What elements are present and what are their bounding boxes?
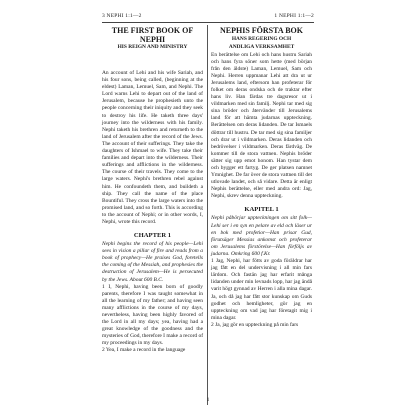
swedish-chapter-summary: Nephi påbörjar uppteckningen om sitt folk—Lehi ser i en syn en pelare av eld och läser ur en bok med profetior—Han prisar Gud, förutsäger Messias ankomst och profeterar om Jerusalems förstörelse—Han förföljs av judarna. Omkring 600 f.Kr.	[211, 215, 312, 257]
column-divider	[207, 25, 208, 405]
running-header-left: 3 NEPHI 1:1—2	[102, 13, 142, 19]
header-rule	[102, 22, 314, 23]
swedish-column	[211, 27, 312, 329]
page-number: 1	[206, 397, 210, 403]
english-verse-1: 1 I, Nephi, having been born of goodly parents, therefore I was taught somewhat in all the learning of my father; and having seen many afflictions in the course of my days, nevertheless, having been highly favored of the Lord in all my days; yea, having had a great knowledge of the goodness and the mysteries of God, therefore I make a record of my proceedings in my days.	[102, 283, 204, 347]
swedish-chapter-heading: KAPITEL 1	[244, 206, 279, 214]
swedish-book-subtitle-line-2: ANDLIGA VERKSAMHET	[228, 43, 295, 50]
english-book-subtitle: HIS REIGN AND MINISTRY	[117, 44, 188, 50]
running-header-right: 1 NEPHI 1:1—2	[274, 13, 314, 19]
swedish-book-title: NEPHIS FÖRSTA BOK	[220, 26, 303, 35]
swedish-verse-2: 2 Ja, jag gör en uppteckning på min fars	[211, 321, 299, 328]
english-chapter-heading: CHAPTER 1	[133, 232, 172, 240]
english-chapter-summary: Nephi begins the record of his people—Lehi sees in vision a pillar of fire and reads from a book of prophecy—He praises God, foretells the coming of the Messiah, and prophesies the destruction of Jerusalem—He is persecuted by the Jews. About 600 B.C.	[102, 241, 203, 283]
english-book-title: THE FIRST BOOK OF NEPHI	[111, 26, 194, 44]
swedish-book-subtitle-line-1: HANS REGERING OCH	[231, 35, 292, 42]
swedish-book-intro: En berättelse om Lehi och hans hustru Sariah och hans fyra söner som hette (med början från den äldste) Laman, Lemuel, Sam och Nephi. Herren uppmanar Lehi att dra ut ur Jerusalems land, eftersom han profeterar för folket om deras ondska och de traktar efter hans liv. Han färdas tre dagsresor ut i vildmarken med sin familj. Nephi tar med sig sina bröder och återvänder till Jerusalems land för att hämta judarnas uppteckning. Berättelsen om deras lidanden. De tar Ismaels döttrar till hustru. De tar med sig sina familjer och drar ut i vildmarken. Deras lidanden och bedrövelser i vildmarken. Deras färdväg. De kommer till de stora vattnen. Nephis bröder sätter sig upp emot honom. Han tystar dem och bygger ett fartyg. De ger platsen namnet Ymnighet. De far över de stora vattnen till det utlovade landet, och så vidare. Detta är enligt Nephis berättelse, eller med andra ord: Jag, Nephi, skrev denna uppteckning.	[211, 51, 312, 200]
english-column	[102, 27, 203, 355]
swedish-verse-1: 1 Jag, Nephi, har fötts av goda föräldrar har jag fått en del undervisning i all min fars lärdom. Och fastän jag har erfarit många lidanden under min levnads lopp, har jag ändå varit högt gynnad av Herren i alla mina dagar. Ja, och då jag har fått stor kunskap om Guds godhet och hemligheter, gör jag en uppteckning om vad jag har företagit mig i mina dagar.	[211, 258, 312, 321]
english-book-intro: An account of Lehi and his wife Sariah, and his four sons, being called, (beginning at the eldest) Laman, Lemuel, Sam, and Nephi. The Lord warns Lehi to depart out of the land of Jerusalem, because he prophesieth unto the people concerning their iniquity and they seek to destroy his life. He taketh three days' journey into the wilderness with his family. Nephi taketh his brethren and returneth to the land of Jerusalem after the record of the Jews. The account of their sufferings. They take the daughters of Ishmael to wife. They take their families and depart into the wilderness. Their sufferings and afflictions in the wilderness. The course of their travels. They come to the large waters. Nephi's brethren rebel against him. He confoundeth them, and buildeth a ship. They call the name of the place Bountiful. They cross the large waters into the promised land, and so forth. This is according to the account of Nephi; or in other words, I, Nephi, wrote this record.	[102, 70, 203, 225]
english-verse-2: 2 Yea, I make a record in the language	[102, 347, 186, 354]
